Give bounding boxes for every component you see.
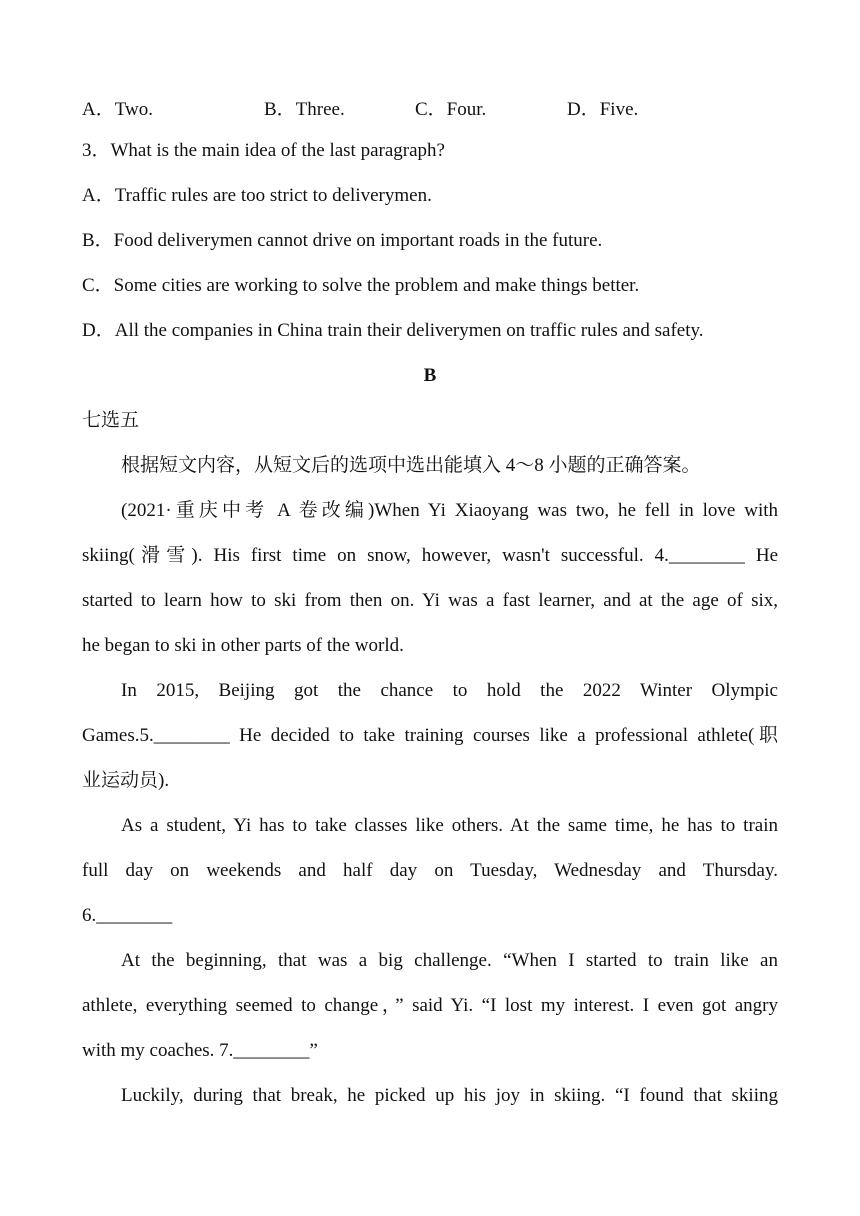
section-instruction: 根据短文内容，从短文后的选项中选出能填入 4～8 小题的正确答案。 (121, 455, 701, 476)
section-type: 七选五 (82, 410, 140, 431)
passage-line: started to learn how to ski from then on. Yi was a fast learner, and at the age of six, (82, 590, 778, 611)
q2-option-b: B．Three. (264, 99, 345, 120)
q2-option-d: D．Five. (567, 99, 639, 120)
q3-option-b: B．Food deliverymen cannot drive on important roads in the future. (82, 230, 603, 251)
passage-line: 业运动员). (82, 770, 170, 791)
passage-line: 6.________ (82, 905, 173, 926)
q3-question: 3．What is the main idea of the last paragraph? (82, 140, 445, 161)
q3-option-c: C．Some cities are working to solve the problem and make things better. (82, 275, 640, 296)
section-heading: B (423, 365, 437, 386)
q2-option-c: C．Four. (415, 99, 487, 120)
passage-line: At the beginning, that was a big challenge. “When I started to train like an (121, 950, 778, 971)
passage-line: In 2015, Beijing got the chance to hold the 2022 Winter Olympic (121, 680, 778, 701)
passage-line: athlete, everything seemed to change，” said Yi. “I lost my interest. I even got angry (82, 995, 778, 1016)
q3-option-d: D．All the companies in China train their deliverymen on traffic rules and safety. (82, 320, 704, 341)
passage-line: As a student, Yi has to take classes like others. At the same time, he has to train (121, 815, 778, 836)
passage-line: with my coaches. 7.________” (82, 1040, 318, 1061)
passage-line: skiing(滑雪). His first time on snow, however, wasn't successful. 4.________ He (82, 545, 778, 566)
passage-line: Games.5.________ He decided to take training courses like a professional athlete(职 (82, 725, 778, 746)
passage-line: full day on weekends and half day on Tuesday, Wednesday and Thursday. (82, 860, 778, 881)
passage-line: he began to ski in other parts of the world. (82, 635, 404, 656)
passage-line: (2021·重庆中考 A 卷改编)When Yi Xiaoyang was two, he fell in love with (121, 500, 778, 521)
passage-line: Luckily, during that break, he picked up his joy in skiing. “I found that skiing (121, 1085, 778, 1106)
q2-option-a: A．Two. (82, 99, 153, 120)
q3-option-a: A．Traffic rules are too strict to deliverymen. (82, 185, 432, 206)
